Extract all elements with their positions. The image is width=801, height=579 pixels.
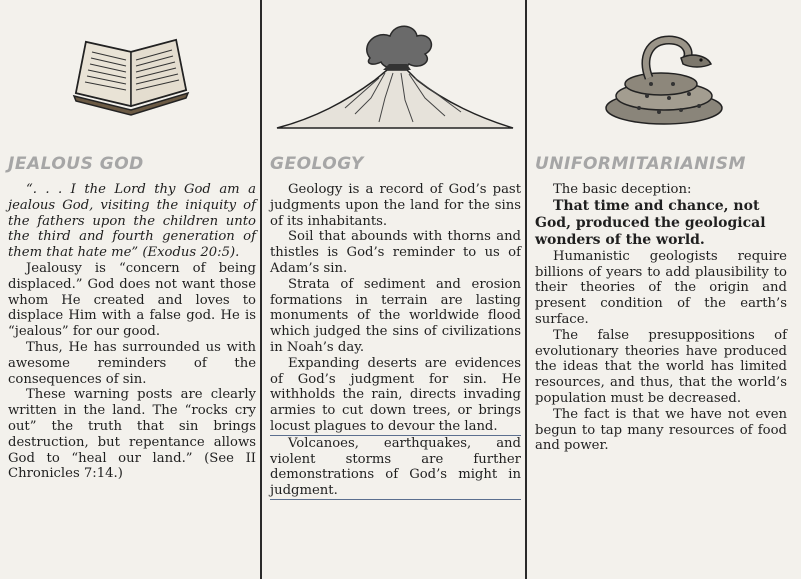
coiled-snake-icon — [589, 18, 739, 133]
paragraph-emphasis: That time and chance, not God, produced the geological wonders of the world. — [535, 197, 766, 248]
column-geology — [262, 0, 527, 579]
paragraph-underlined: Expanding deserts are evidences of God’s judgment for sin. He withholds the rain, directs invading armies to cut down trees, or brings locust plagues to devour the land. — [270, 355, 521, 434]
paragraph: The fact is that we have not even begun to tap many resources of food and power. — [535, 406, 787, 454]
paragraph: Geology is a record of God’s past judgments upon the land for the sins of its inhabitants. — [270, 182, 521, 229]
snake-illustration — [527, 18, 801, 138]
open-bible-icon — [66, 18, 196, 128]
paragraph: Jealousy is “concern of being displaced.” God does not want those whom He created and loves to displace Him with a false god. He is “jealous” for our good. — [8, 260, 256, 340]
volcano-icon — [275, 18, 515, 138]
column-body — [535, 182, 787, 454]
column-body — [270, 182, 521, 500]
paragraph-underlined: Volcanoes, earthquakes, and violent storms are further demonstrations of God’s might in judgment. — [270, 435, 521, 499]
paragraph: Strata of sediment and erosion formations in terrain are lasting monuments of the worldwide flood which judged the sins of civilizations in Noah’s day. — [270, 276, 521, 355]
paragraph: The false presuppositions of evolutionary theories have produced the ideas that the world has limited resources, and thus, that the world’s population must be decreased. — [535, 327, 787, 406]
paragraph: The basic deception: — [553, 182, 692, 197]
paragraph: Humanistic geologists require billions of years to add plausibility to their theories of the origin and present condition of the earth’s surface. — [535, 248, 787, 327]
column-jealous-god — [0, 0, 262, 579]
column-uniformitarianism — [527, 0, 801, 579]
volcano-illustration — [262, 18, 527, 138]
column-heading: UNIFORMITARIANISM — [535, 154, 746, 174]
column-heading: JEALOUS GOD — [8, 154, 144, 174]
paragraph: “. . . I the Lord thy God am a jealous God, visiting the iniquity of the fathers upon the children unto the third and fourth generation of them that hate me” (Exodus 20:5). — [8, 182, 256, 261]
paragraph: Thus, He has surrounded us with awesome reminders of the consequences of sin. — [8, 339, 256, 387]
paragraph: Soil that abounds with thorns and thistles is God’s reminder to us of Adam’s sin. — [270, 229, 521, 276]
column-heading: GEOLOGY — [270, 154, 364, 174]
column-body — [8, 182, 256, 482]
paragraph: These warning posts are clearly written in the land. The “rocks cry out” the truth that sin brings destruction, but repentance allows God to “heal our land.” (See II Chronicles 7:14.) — [8, 387, 256, 482]
bible-illustration — [0, 18, 262, 138]
